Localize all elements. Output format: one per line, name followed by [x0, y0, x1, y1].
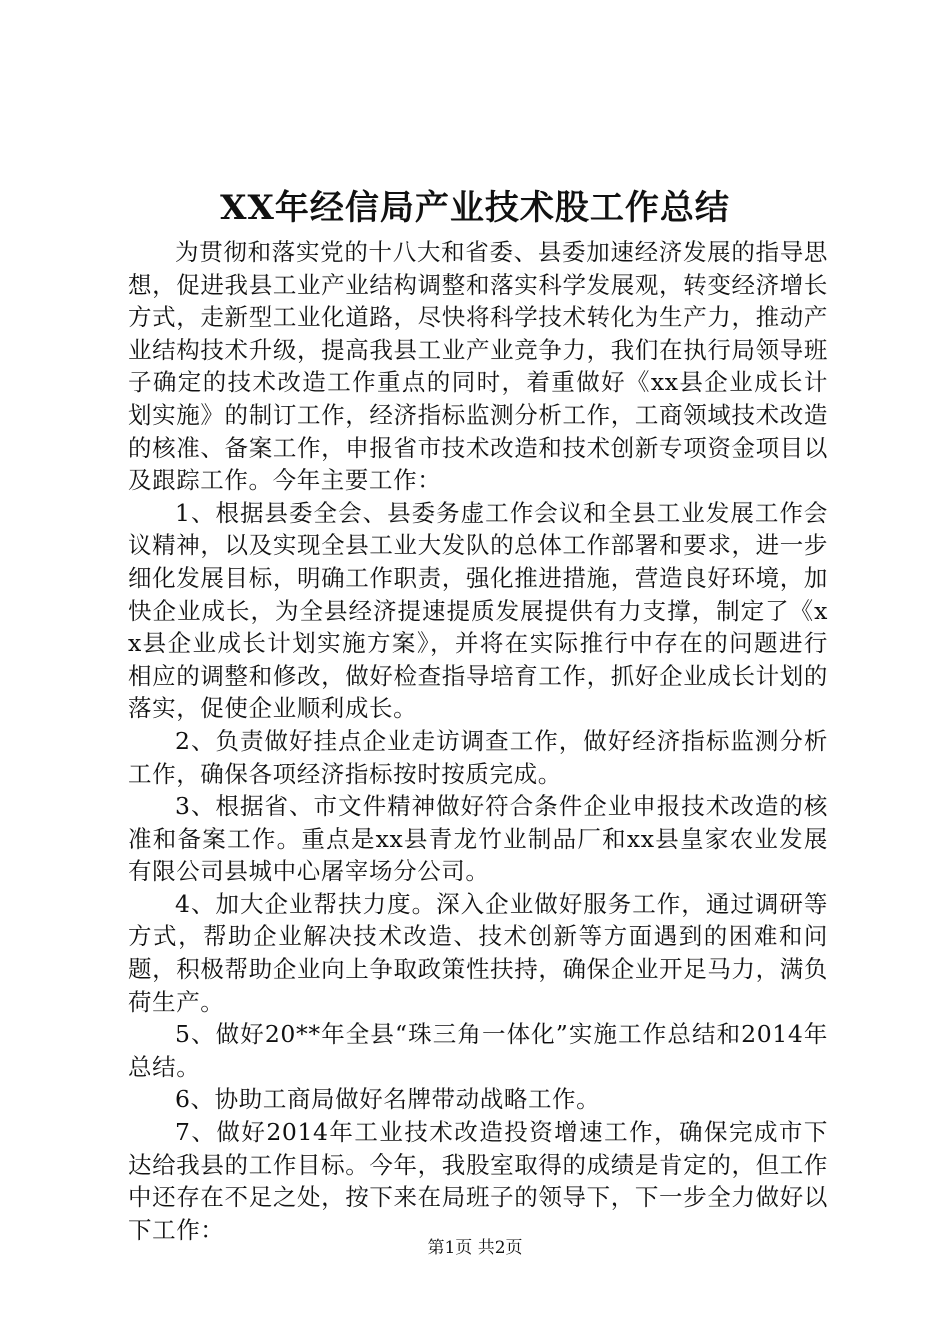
item-6-paragraph: 6、协助工商局做好名牌带动战略工作。	[175, 1085, 601, 1114]
item-7-paragraph: 7、做好2014年工业技术改造投资增速工作，确保完成市下达给我县的工作目标。今年，我股室取得的成绩是肯定的，但工作中还存在不足之处，按下来在局班子的领导下，下一步全力做好以下工作：	[128, 1118, 828, 1244]
item-1-paragraph: 1、根据县委全会、县委务虚工作会议和全县工业发展工作会议精神，以及实现全县工业大发队的总体工作部署和要求，进一步细化发展目标，明确工作职责，强化推进措施，营造良好环境，加快企业成长，为全县经济提速提质发展提供有力支撑，制定了《xx县企业成长计划实施方案》，并将在实际推行中存在的问题进行相应的调整和修改，做好检查指导培育工作，抓好企业成长计划的落实，促使企业顺利成长。	[128, 498, 828, 723]
page-indicator: 第1页 共2页	[427, 1238, 523, 1258]
intro-paragraph: 为贯彻和落实党的十八大和省委、县委加速经济发展的指导思想，促进我县工业产业结构调整和落实科学发展观，转变经济增长方式，走新型工业化道路，尽快将科学技术转化为生产力，推动产业结构技术升级，提高我县工业产业竞争力，我们在执行局领导班子确定的技术改造工作重点的同时，着重做好《xx县企业成长计划实施》的制订工作，经济指标监测分析工作，工商领域技术改造的核准、备案工作，申报省市技术改造和技术创新专项资金项目以及跟踪工作。今年主要工作：	[128, 238, 828, 495]
item-5-paragraph: 5、做好20**年全县“珠三角一体化”实施工作总结和2014年总结。	[128, 1020, 828, 1081]
page-footer	[0, 1236, 950, 1260]
item-2-paragraph: 2、负责做好挂点企业走访调查工作，做好经济指标监测分析工作，确保各项经济指标按时按质完成。	[128, 726, 828, 788]
document-title: XX年经信局产业技术股工作总结	[220, 188, 730, 228]
item-4-paragraph: 4、加大企业帮扶力度。深入企业做好服务工作，通过调研等方式，帮助企业解决技术改造、技术创新等方面遇到的困难和问题，积极帮助企业向上争取政策性扶持，确保企业开足马力，满负荷生产。	[128, 889, 828, 1016]
item-3-paragraph: 3、根据省、市文件精神做好符合条件企业申报技术改造的核准和备案工作。重点是xx县青龙竹业制品厂和xx县皇家农业发展有限公司县城中心屠宰场分公司。	[128, 792, 828, 886]
document-body	[128, 236, 828, 1246]
